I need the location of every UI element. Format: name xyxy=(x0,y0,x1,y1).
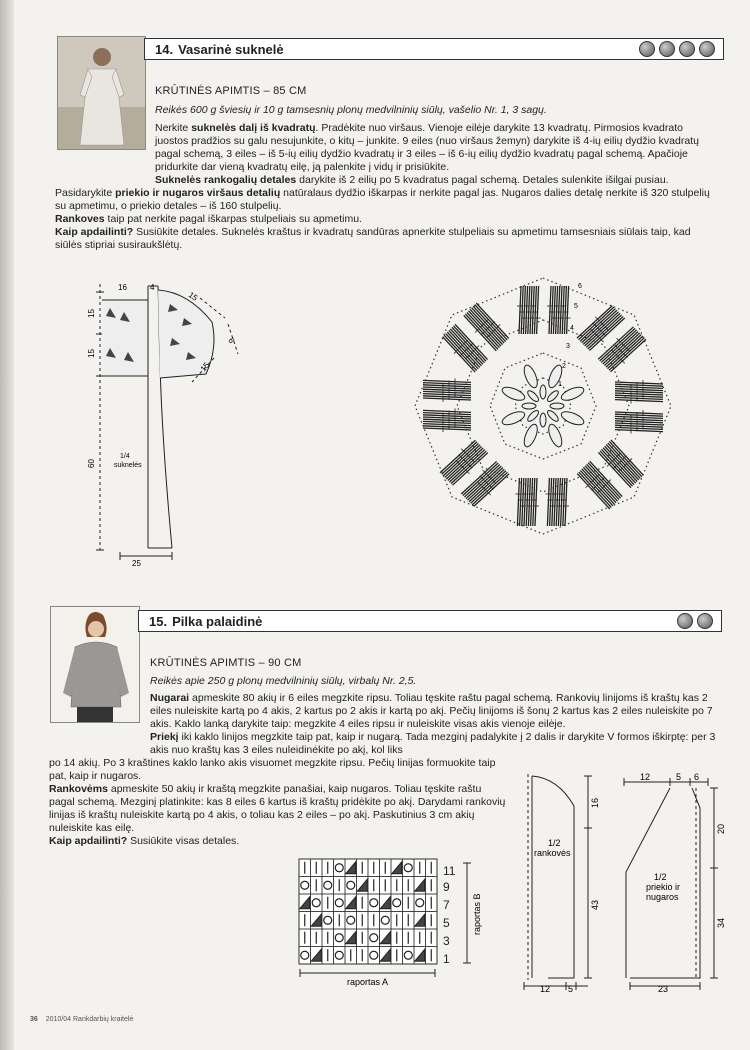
bold-term: Nugarai xyxy=(150,692,190,704)
stitch-bar xyxy=(615,412,663,414)
sleeve-schematic xyxy=(518,768,618,993)
text: natūralaus dydžio iškarpas ir nerkite pagal jas. Nugaros dalies detalę nerkite iš 320 stulpelių su apmetimu, o priekio detales – iš 160 stulpelių. xyxy=(55,187,710,212)
stitch-bar xyxy=(423,383,471,385)
stitch-bar xyxy=(423,428,471,430)
pattern15-size: KRŪTINĖS APIMTIS – 90 CM xyxy=(150,657,302,669)
stitch-bar xyxy=(423,413,471,415)
chart-inner-petal xyxy=(526,409,540,423)
dim-bottom-width: 25 xyxy=(132,559,141,568)
stitch-bar xyxy=(522,478,524,526)
stitch-bar xyxy=(553,286,555,334)
bold-term: Priekį xyxy=(150,731,179,743)
stitch-bar xyxy=(561,478,563,526)
stitch-bar xyxy=(615,416,663,418)
sleeve-label-half: 1/2 xyxy=(548,838,561,848)
stitch-bar xyxy=(564,286,566,334)
chart-petal xyxy=(522,423,540,449)
stitch-bar xyxy=(517,478,519,526)
dim-left-height: 60 xyxy=(87,459,96,468)
p15-paragraph-1 xyxy=(150,692,716,731)
pattern14-size: KRŪTINĖS APIMTIS – 85 CM xyxy=(155,85,307,97)
yarn-ball-icon xyxy=(679,41,695,57)
stitch-bar xyxy=(423,396,471,398)
chart-row-number: 4 xyxy=(570,325,574,332)
pattern14-number: 14. xyxy=(155,41,174,57)
stitch-bar xyxy=(423,415,471,417)
sleeve-label: rankovės xyxy=(534,848,571,858)
stitch-bar xyxy=(615,425,663,427)
chart-inner-petal xyxy=(540,385,546,399)
stitch-bar xyxy=(552,478,554,526)
stitch-bar-group xyxy=(423,378,471,402)
row-number: 9 xyxy=(443,880,450,894)
chart-row-number: 1 xyxy=(558,381,562,388)
dim-top-width: 16 xyxy=(118,283,127,292)
stitch-bar xyxy=(551,286,553,334)
stitch-bar xyxy=(565,478,567,526)
stitch-bar xyxy=(615,395,663,397)
p14-paragraph-3 xyxy=(55,187,717,213)
pattern15-materials: Reikės apie 250 g plonų medvilninių siūlų, virbalų Nr. 2,5. xyxy=(150,675,417,687)
stitch-bar xyxy=(558,478,560,526)
crochet-square-chart xyxy=(378,258,708,568)
yarn-ball-icon xyxy=(639,41,655,57)
pattern15-instructions-bottom xyxy=(49,757,507,848)
pattern14-title: Vasarinė suknelė xyxy=(178,41,284,57)
stitch-bar xyxy=(520,478,522,526)
dim-sleeve-bottom-a: 12 xyxy=(540,984,551,993)
chart-row-number: 6 xyxy=(578,283,582,290)
body-label-half: 1/2 xyxy=(654,872,667,882)
stitch-bar xyxy=(615,419,663,421)
blouse-photo xyxy=(50,606,140,723)
p15-paragraph-4 xyxy=(49,835,507,848)
p15-paragraph-2b: po 14 akių. Po 3 kraštines kaklo lanko akis visuomet megzkite ripsu. Pečių linijas formuokite taip pat, kaip ir nugaros. xyxy=(49,757,496,782)
text: taip pat nerkite pagal iškarpas stulpeliais su apmetimu. xyxy=(104,213,362,225)
yarn-ball-icon xyxy=(677,613,693,629)
chart-inner-petal xyxy=(522,403,536,409)
stitch-bar xyxy=(556,286,558,334)
stitch-bar xyxy=(615,391,663,393)
knit-grid xyxy=(299,859,437,964)
page-number: 36 xyxy=(30,1016,38,1023)
stitch-bar xyxy=(567,286,569,334)
stitch-bar xyxy=(615,384,663,386)
dim-left-a: 15 xyxy=(87,309,96,318)
p14-paragraph-1 xyxy=(55,122,717,174)
p14-paragraph-5 xyxy=(55,226,717,252)
stitch-bar xyxy=(524,478,526,526)
stitch-bar-group xyxy=(517,286,541,334)
stitch-bar xyxy=(615,414,663,416)
bold-term: Rankovėms xyxy=(49,783,108,795)
chart-row-number: 3 xyxy=(566,343,570,350)
stitch-bar xyxy=(528,478,530,526)
text: Nerkite xyxy=(155,122,192,134)
dim-sleeve-c: 15 xyxy=(198,360,212,374)
row-number: 7 xyxy=(443,898,450,912)
stitch-bar xyxy=(423,385,471,387)
pattern14-materials: Reikės 600 g šviesių ir 10 g tamsesnių plonų medvilninių siūlų, vašelio Nr. 1, 3 sagų. xyxy=(155,104,547,116)
difficulty-rating xyxy=(677,613,713,629)
bold-term: Rankoves xyxy=(55,213,105,225)
row-number: 3 xyxy=(443,934,450,948)
chart-row-number: 5 xyxy=(574,303,578,310)
chart-inner-petal xyxy=(546,409,560,423)
stitch-bar-group xyxy=(615,380,663,404)
stitch-bar xyxy=(532,286,534,334)
body-schematic xyxy=(620,768,730,993)
stitch-bar xyxy=(547,478,549,526)
dim-sleeve-bottom-b: 5 xyxy=(568,984,574,993)
stitch-bar xyxy=(423,380,471,382)
dim-body-bottom: 23 xyxy=(658,984,669,993)
row-number: 11 xyxy=(443,864,456,878)
stitch-bar-group xyxy=(547,286,571,334)
knit-stitch-chart xyxy=(295,855,495,990)
stitch-bar xyxy=(423,389,471,391)
dim-body-lower: 34 xyxy=(716,917,726,928)
body-label-front: priekio ir xyxy=(646,882,681,892)
yarn-ball-icon xyxy=(699,41,715,57)
stitch-bar xyxy=(615,427,663,429)
chart-inner-petal xyxy=(540,413,546,427)
chart-inner-petal xyxy=(550,403,564,409)
dim-sleeve-b: 6 xyxy=(226,336,237,345)
stitch-bar xyxy=(615,382,663,384)
chart-inner-petal xyxy=(546,389,560,403)
text: Pasidarykite xyxy=(55,187,116,199)
stitch-bar xyxy=(615,400,663,402)
label-quarter: 1/4 xyxy=(120,453,130,460)
pattern14-title-bar xyxy=(144,38,724,60)
stitch-bar xyxy=(423,424,471,426)
bold-term: Kaip apdailinti? xyxy=(49,835,128,847)
stitch-bar xyxy=(423,398,471,400)
stitch-bar xyxy=(558,286,560,334)
blouse-photo-illustration xyxy=(51,607,139,722)
pattern15-instructions-top xyxy=(150,692,716,757)
dim-body-top-c: 6 xyxy=(694,772,700,782)
dress-schematic xyxy=(80,278,260,568)
issue-label: 2010/04 Rankdarbių kraitelė xyxy=(45,1016,134,1023)
stitch-bar xyxy=(549,286,551,334)
page-gutter xyxy=(0,0,14,1050)
pattern15-title: Pilka palaidinė xyxy=(172,613,263,629)
text: apmeskite 50 akių ir kraštą megzkite panašiai, kaip nugaros. Toliau tęskite raštu pagal schemą. Mezginį platinkite: kas 8 eiles 6 kartus iš kraštų pridėkite po akį. Darydami rankovių linijas iš kraštų nuleiskite kartą po 4 akis, o toliau kas 2 eiles – po akį. Paskutinius 3 cm akių nuleiskite kas eilę. xyxy=(49,783,506,834)
stitch-bar xyxy=(528,286,530,334)
stitch-bar xyxy=(519,286,521,334)
stitch-bar xyxy=(615,423,663,425)
stitch-bar xyxy=(563,478,565,526)
bold-term: suknelės dalį iš kvadratų xyxy=(191,122,316,134)
stitch-bar xyxy=(615,393,663,395)
text: Susiūkite detales. Suknelės kraštus ir kvadratų sandūras apnerkite stulpeliais su apmetimu tamsesniais siūlais taip, kad siūlės stipriai susiraukšlėtų. xyxy=(55,226,691,251)
text: . Pradėkite nuo viršaus. Vienoje eilėje darykite 13 kvadratų. Pirmosios kvadrato juostos pradžios su galu nesujunkite, o kitų – junkite. 9 eiles (nuo viršaus žemyn) darykite iš 4-ių eilių dydžio kvadratų pagal schemą, 3 eiles – iš 5-ių eilių dydžio kvadratų ir 3 eiles – iš 6-ių eilių dydžio kvadratų pagal schemą. Apačioje pridurkite dar vieną kvadratų eilę, ją palenkite į vidų ir prisiūkite. xyxy=(155,122,699,173)
bold-term: priekio ir nugaros viršaus detalių xyxy=(115,187,281,199)
page-footer xyxy=(30,1016,133,1023)
stitch-bar xyxy=(423,417,471,419)
text: apmeskite 80 akių ir 6 eiles megzkite ripsu. Toliau tęskite raštu pagal schemą. Rankovių linijoms iš kraštų kas 2 eiles nuleiskite kartą po 4 akis, 2 kartus po 2 akis ir kartą po akį. Pečių linijoms iš šonų 2 kartus kas 2 eiles nuleiskite po 7 akis. Kaklo lanką darykite taip: megzkite 4 eiles ripsu ir nuleiskite visas akis vienoje eilėje. xyxy=(150,692,713,730)
stitch-bar xyxy=(531,478,533,526)
chart-petal xyxy=(522,363,540,389)
stitch-bar-group xyxy=(545,478,569,526)
stitch-bar-group xyxy=(423,408,471,432)
stitch-bar xyxy=(550,478,552,526)
dim-top-small: 4 xyxy=(150,283,155,292)
row-number: 1 xyxy=(443,952,450,966)
stitch-bar xyxy=(534,286,536,334)
pattern15-number: 15. xyxy=(149,613,168,629)
stitch-bar xyxy=(521,286,523,334)
dim-body-top-b: 5 xyxy=(676,772,682,782)
stitch-bar xyxy=(615,397,663,399)
difficulty-rating xyxy=(639,41,715,57)
row-number: 5 xyxy=(443,916,450,930)
stitch-bar xyxy=(423,426,471,428)
stitch-bar xyxy=(535,478,537,526)
stitch-bar xyxy=(423,391,471,393)
chart-petal xyxy=(546,423,564,449)
repeat-b-label: raportas B xyxy=(472,893,482,935)
stitch-bar xyxy=(615,389,663,391)
stitch-bar xyxy=(423,419,471,421)
text: Susiūkite visas detales. xyxy=(127,835,240,847)
dim-sleeve-a: 15 xyxy=(186,290,200,303)
stitch-bar xyxy=(537,286,539,334)
chart-petals xyxy=(500,363,585,448)
pattern15-title-bar xyxy=(138,610,722,632)
dim-sleeve-height: 43 xyxy=(590,899,600,910)
body-label-back: nugaros xyxy=(646,892,679,902)
yarn-ball-icon xyxy=(697,613,713,629)
p14-paragraph-4 xyxy=(55,213,717,226)
stitch-bar xyxy=(562,286,564,334)
bold-term: Suknelės rankogalių detales xyxy=(155,174,297,186)
pattern14-instructions xyxy=(55,122,717,252)
stitch-bar xyxy=(615,430,663,432)
chart-row-number: 2 xyxy=(562,363,566,370)
chart-stitch-arms xyxy=(423,286,663,526)
p14-paragraph-2 xyxy=(55,174,717,187)
p15-paragraph-2 xyxy=(150,731,716,757)
dim-body-top-a: 12 xyxy=(640,772,651,782)
text: darykite iš 2 eilių po 5 kvadratus pagal schemą. Detales sulenkite išilgai pusiau. xyxy=(296,174,669,186)
p15-paragraph-3 xyxy=(49,783,507,835)
repeat-a-label: raportas A xyxy=(347,977,389,987)
stitch-bar xyxy=(556,478,558,526)
bold-term: Kaip apdailinti? xyxy=(55,226,134,238)
yarn-ball-icon xyxy=(659,41,675,57)
dim-body-upper: 20 xyxy=(716,823,726,834)
label-dress: suknelės xyxy=(114,462,142,469)
stitch-bar xyxy=(526,478,528,526)
stitch-bar xyxy=(423,410,471,412)
chart-inner-petal xyxy=(526,389,540,403)
text: iki kaklo linijos megzkite taip pat, kaip ir nugarą. Tada mezginį padalykite į 2 dalis ir darykite V formos iškirptę: per 3 akis nuo kraštų kas 3 eiles nuleidinėkite po akį, kol liks xyxy=(150,731,716,756)
stitch-bar-group xyxy=(515,478,539,526)
stitch-bar xyxy=(423,394,471,396)
stitch-bar xyxy=(554,478,556,526)
stitch-bar xyxy=(533,478,535,526)
dim-sleeve-top: 16 xyxy=(590,797,600,808)
stitch-bar xyxy=(523,286,525,334)
dim-left-b: 15 xyxy=(87,349,96,358)
stitch-bar xyxy=(530,286,532,334)
